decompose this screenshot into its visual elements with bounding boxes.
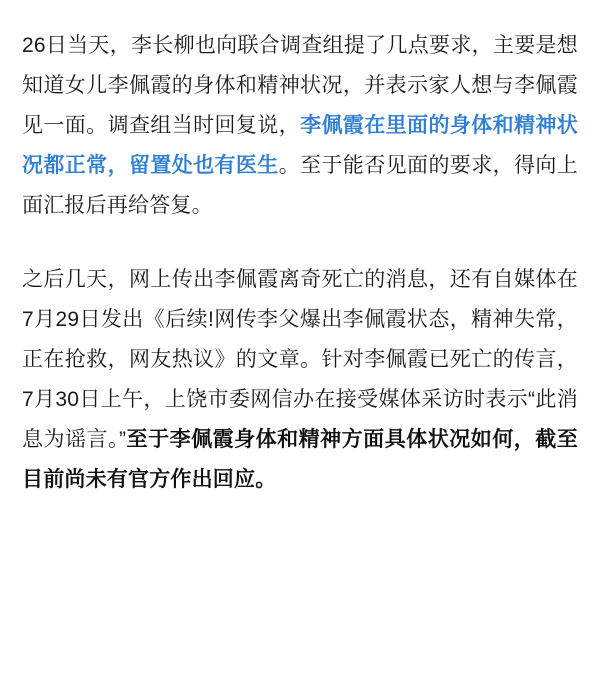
paragraph-1-segment-1: 26日当天，李长柳也向联合调查组提了几点要求，主要是想知道女儿李佩霞的身体和精神状况，并表示家人想与李佩霞见一面。调查组当时回复说，	[22, 34, 578, 137]
paragraph-2	[22, 260, 578, 500]
paragraph-1-highlighted-quote: 李佩霞在里面的身体和精神状况都正常，留置处也有医生	[22, 114, 578, 177]
paragraph-1-segment-3: 。至于能否见面的要求，得向上面汇报后再给答复。	[22, 154, 578, 217]
paragraph-2-bold-conclusion: 至于李佩霞身体和精神方面具体状况如何，截至目前尚未有官方作出回应。	[22, 428, 578, 491]
paragraph-1	[22, 26, 578, 226]
paragraph-2-segment-1: 之后几天，网上传出李佩霞离奇死亡的消息，还有自媒体在7月29日发出《后续!网传李父爆出李佩霞状态，精神失常，正在抢救，网友热议》的文章。针对李佩霞已死亡的传言，7月30日上午，上饶市委网信办在接受媒体采访时表示“此消息为谣言。”	[22, 268, 578, 451]
